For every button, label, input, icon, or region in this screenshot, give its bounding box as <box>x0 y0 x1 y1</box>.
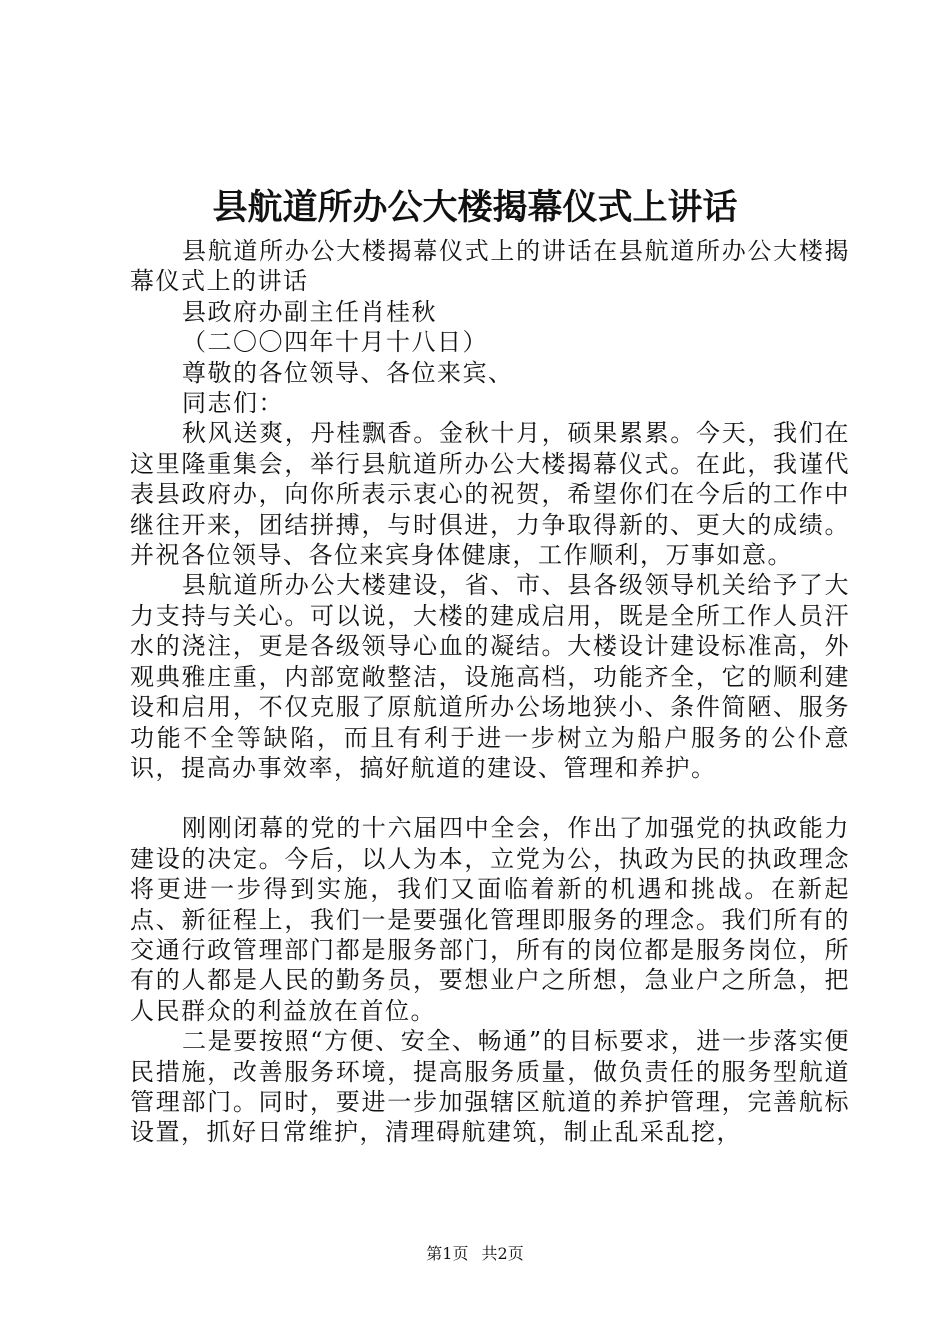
document-title: 县航道所办公大楼揭幕仪式上讲话 <box>212 187 738 228</box>
paragraph-speaker: 县政府办副主任肖桂秋 <box>182 297 437 326</box>
page-number-current: 第1页 <box>426 1244 469 1263</box>
document-body <box>130 236 850 1148</box>
paragraph-date: （二〇〇四年十月十八日） <box>182 328 488 357</box>
paragraph-building: 县航道所办公大楼建设，省、市、县各级领导机关给予了大力支持与关心。可以说，大楼的建成启用，既是全所工作人员汗水的浇注，更是各级领导心血的凝结。大楼设计建设标准高，外观典雅庄重，内部宽敞整洁，设施高档，功能齐全，它的顺利建设和启用，不仅克服了原航道所办公场地狭小、条件简陋、服务功能不全等缺陷，而且有利于进一步树立为船户服务的公仆意识，提高办事效率，搞好航道的建设、管理和养护。 <box>130 571 850 782</box>
paragraph-greeting: 秋风送爽，丹桂飘香。金秋十月，硕果累累。今天，我们在这里隆重集会，举行县航道所办公大楼揭幕仪式。在此，我谨代表县政府办，向你所表示衷心的祝贺，希望你们在今后的工作中继往开来，团结拼搏，与时俱进，力争取得新的、更大的成绩。并祝各位领导、各位来宾身体健康，工作顺利，万事如意。 <box>130 419 850 570</box>
page-footer <box>0 1244 950 1264</box>
paragraph-salutation-2: 同志们： <box>182 389 284 418</box>
paragraph-congress: 刚刚闭幕的党的十六届四中全会，作出了加强党的执政能力建设的决定。今后，以人为本，立党为公，执政为民的执政理念将更进一步得到实施，我们又面临着新的机遇和挑战。在新起点、新征程上，我们一是要强化管理即服务的理念。我们所有的交通行政管理部门都是服务部门，所有的岗位都是服务岗位，所有的人都是人民的勤务员，要想业户之所想，急业户之所急，把人民群众的利益放在首位。 <box>130 814 850 1025</box>
paragraph-intro: 县航道所办公大楼揭幕仪式上的讲话在县航道所办公大楼揭幕仪式上的讲话 <box>130 237 850 296</box>
paragraph-salutation: 尊敬的各位领导、各位来宾、 <box>182 358 514 387</box>
page-number-total: 共2页 <box>481 1244 524 1263</box>
paragraph-goals: 二是要按照“方便、安全、畅通”的目标要求，进一步落实便民措施，改善服务环境，提高服务质量，做负责任的服务型航道管理部门。同时，要进一步加强辖区航道的养护管理，完善航标设置，抓好日常维护，清理碍航建筑，制止乱采乱挖， <box>130 1027 850 1147</box>
